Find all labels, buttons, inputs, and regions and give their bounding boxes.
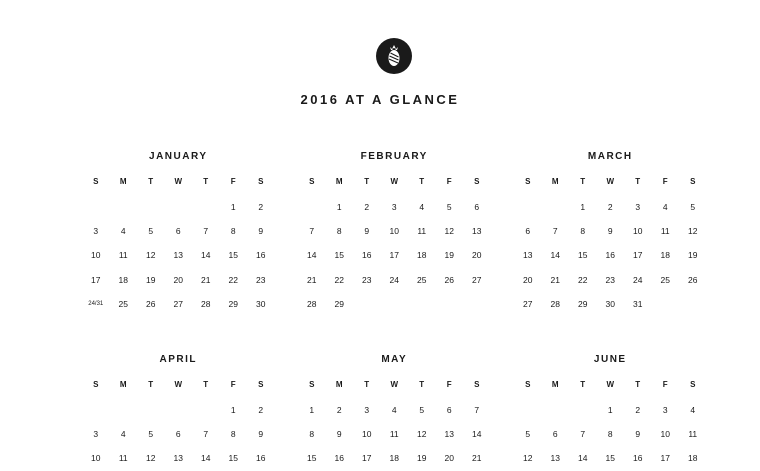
weekday-label: T xyxy=(419,380,425,389)
day-cell: 18 xyxy=(660,250,670,261)
weekday-label: W xyxy=(390,380,399,389)
day-cell: 25 xyxy=(660,274,670,285)
day-cell: 3 xyxy=(364,405,370,415)
day-cell: 5 xyxy=(148,226,154,237)
day-cell xyxy=(110,195,138,219)
day-cell: 10 xyxy=(91,250,101,261)
day-cell: 7 xyxy=(203,226,209,237)
day-cell: 14 xyxy=(307,250,317,261)
day-cell: 24 xyxy=(389,274,399,285)
day-cell: 7 xyxy=(203,429,209,440)
day-cell: 11 xyxy=(417,226,427,237)
weekday-label: S xyxy=(309,177,315,186)
day-cell: 17 xyxy=(91,274,101,285)
day-cell: 23 xyxy=(605,274,615,285)
day-cell: 12 xyxy=(146,250,156,261)
day-cell: 20 xyxy=(523,274,533,285)
day-cell xyxy=(137,398,165,422)
day-cell: 4 xyxy=(419,202,425,212)
day-cell: 1 xyxy=(336,202,342,212)
day-cell: 26 xyxy=(146,298,156,309)
day-cell: 2 xyxy=(336,405,342,415)
weekday-label: W xyxy=(390,177,399,186)
weekday-label: W xyxy=(606,177,615,186)
day-cell: 8 xyxy=(230,429,236,440)
weekday-label: T xyxy=(580,380,586,389)
day-cell: 13 xyxy=(550,453,560,464)
weekday-label: F xyxy=(446,380,452,389)
day-cell: 5 xyxy=(690,202,696,212)
day-cell: 18 xyxy=(389,453,399,464)
day-cell: 21 xyxy=(472,453,482,464)
day-cell: 19 xyxy=(417,453,427,464)
day-cell: 9 xyxy=(258,429,264,440)
day-cell: 30 xyxy=(605,298,615,309)
weekday-label: S xyxy=(474,380,480,389)
day-cell: 8 xyxy=(336,226,342,237)
page-title: 2016 AT A GLANCE xyxy=(300,92,460,107)
day-cell: 17 xyxy=(389,250,399,261)
day-cell: 14 xyxy=(578,453,588,464)
day-cell: 20 xyxy=(472,250,482,261)
day-cell: 25 xyxy=(118,298,128,309)
day-cell: 6 xyxy=(446,405,452,415)
weekday-label: T xyxy=(635,380,641,389)
day-cell: 5 xyxy=(419,405,425,415)
day-cell: 15 xyxy=(228,453,238,464)
weekday-label: M xyxy=(551,177,559,186)
day-cell: 8 xyxy=(230,226,236,237)
day-cell xyxy=(514,398,542,422)
day-cell xyxy=(569,398,597,422)
weekday-label: S xyxy=(525,177,531,186)
day-cell: 4 xyxy=(120,429,126,440)
month-name: JANUARY xyxy=(149,151,208,162)
day-cell: 5 xyxy=(446,202,452,212)
day-cell: 1 xyxy=(580,202,586,212)
day-cell: 28 xyxy=(201,298,211,309)
day-cell: 1 xyxy=(309,405,315,415)
day-cell: 7 xyxy=(552,226,558,237)
day-cell: 9 xyxy=(364,226,370,237)
weekday-label: S xyxy=(690,380,696,389)
day-cell: 9 xyxy=(258,226,264,237)
day-cell: 3 xyxy=(635,202,641,212)
day-cell: 1 xyxy=(230,202,236,212)
weekday-label: T xyxy=(419,177,425,186)
day-cell: 8 xyxy=(580,226,586,237)
weekday-label: F xyxy=(446,177,452,186)
days-grid xyxy=(82,195,282,316)
month-march xyxy=(514,148,714,316)
day-cell: 8 xyxy=(309,429,315,440)
day-cell: 2 xyxy=(635,405,641,415)
weekday-header-row xyxy=(82,379,282,391)
day-cell: 7 xyxy=(309,226,315,237)
day-cell: 11 xyxy=(688,429,698,440)
day-cell: 15 xyxy=(307,453,317,464)
day-cell: 3 xyxy=(93,429,99,440)
day-cell: 3 xyxy=(93,226,99,237)
day-cell: 27 xyxy=(472,274,482,285)
day-cell: 29 xyxy=(228,298,238,309)
day-cell: 12 xyxy=(417,429,427,440)
day-cell: 1 xyxy=(607,405,613,415)
day-cell: 18 xyxy=(118,274,128,285)
day-cell: 31 xyxy=(633,298,643,309)
day-cell: 12 xyxy=(444,226,454,237)
days-grid xyxy=(298,195,498,316)
day-cell: 16 xyxy=(334,453,344,464)
day-cell: 6 xyxy=(552,429,558,440)
day-cell: 4 xyxy=(690,405,696,415)
weekday-label: S xyxy=(474,177,480,186)
weekday-label: F xyxy=(230,177,236,186)
weekday-label: T xyxy=(148,380,154,389)
day-cell: 15 xyxy=(605,453,615,464)
day-cell: 22 xyxy=(334,274,344,285)
month-may xyxy=(298,351,498,471)
day-cell: 7 xyxy=(474,405,480,415)
day-cell: 20 xyxy=(444,453,454,464)
day-cell: 22 xyxy=(228,274,238,285)
day-cell: 16 xyxy=(633,453,643,464)
day-cell: 4 xyxy=(662,202,668,212)
day-cell: 6 xyxy=(175,226,181,237)
day-cell xyxy=(110,398,138,422)
day-cell: 10 xyxy=(362,429,372,440)
day-cell xyxy=(137,195,165,219)
day-cell: 16 xyxy=(605,250,615,261)
day-cell: 13 xyxy=(173,453,183,464)
day-cell: 23 xyxy=(256,274,266,285)
day-cell: 30 xyxy=(256,298,266,309)
day-cell: 20 xyxy=(173,274,183,285)
month-february xyxy=(298,148,498,316)
weekday-label: W xyxy=(606,380,615,389)
day-cell: 9 xyxy=(336,429,342,440)
day-cell: 27 xyxy=(523,298,533,309)
days-grid xyxy=(514,195,714,316)
weekday-label: S xyxy=(93,380,99,389)
day-cell: 13 xyxy=(173,250,183,261)
day-cell: 12 xyxy=(688,226,698,237)
day-cell: 17 xyxy=(660,453,670,464)
day-cell xyxy=(165,195,193,219)
day-cell: 24/31 xyxy=(88,300,104,307)
day-cell: 14 xyxy=(201,453,211,464)
day-cell: 25 xyxy=(417,274,427,285)
day-cell: 19 xyxy=(444,250,454,261)
weekday-label: S xyxy=(690,177,696,186)
day-cell: 11 xyxy=(389,429,399,440)
day-cell: 13 xyxy=(472,226,482,237)
weekday-label: F xyxy=(662,177,668,186)
weekday-header-row xyxy=(514,379,714,391)
day-cell: 23 xyxy=(362,274,372,285)
day-cell xyxy=(298,195,326,219)
weekday-label: M xyxy=(551,380,559,389)
weekday-header-row xyxy=(298,176,498,188)
day-cell: 14 xyxy=(550,250,560,261)
weekday-label: M xyxy=(335,177,343,186)
day-cell: 2 xyxy=(364,202,370,212)
weekday-label: T xyxy=(364,380,370,389)
day-cell xyxy=(192,195,220,219)
day-cell: 29 xyxy=(334,298,344,309)
day-cell: 19 xyxy=(146,274,156,285)
day-cell: 18 xyxy=(417,250,427,261)
month-january xyxy=(82,148,282,316)
day-cell xyxy=(192,398,220,422)
day-cell: 2 xyxy=(607,202,613,212)
day-cell: 8 xyxy=(607,429,613,440)
weekday-label: W xyxy=(174,380,183,389)
day-cell: 6 xyxy=(474,202,480,212)
day-cell: 17 xyxy=(362,453,372,464)
day-cell: 21 xyxy=(307,274,317,285)
day-cell xyxy=(82,398,110,422)
day-cell: 11 xyxy=(118,453,128,464)
day-cell: 14 xyxy=(472,429,482,440)
day-cell xyxy=(542,195,570,219)
day-cell: 4 xyxy=(120,226,126,237)
weekday-label: T xyxy=(580,177,586,186)
month-name: JUNE xyxy=(593,354,627,365)
day-cell: 10 xyxy=(389,226,399,237)
day-cell: 10 xyxy=(91,453,101,464)
day-cell: 7 xyxy=(580,429,586,440)
day-cell xyxy=(82,195,110,219)
pineapple-logo-icon xyxy=(376,38,412,74)
day-cell: 10 xyxy=(660,429,670,440)
day-cell: 15 xyxy=(578,250,588,261)
weekday-label: M xyxy=(335,380,343,389)
day-cell: 21 xyxy=(550,274,560,285)
day-cell: 18 xyxy=(688,453,698,464)
weekday-label: S xyxy=(258,380,264,389)
weekday-label: S xyxy=(93,177,99,186)
day-cell: 16 xyxy=(362,250,372,261)
weekday-label: T xyxy=(635,177,641,186)
day-cell: 6 xyxy=(175,429,181,440)
day-cell: 21 xyxy=(201,274,211,285)
month-name: MARCH xyxy=(587,151,633,162)
weekday-label: T xyxy=(203,177,209,186)
day-cell: 4 xyxy=(391,405,397,415)
day-cell: 2 xyxy=(258,405,264,415)
day-cell: 27 xyxy=(173,298,183,309)
day-cell: 5 xyxy=(525,429,531,440)
day-cell: 15 xyxy=(228,250,238,261)
day-cell: 17 xyxy=(633,250,643,261)
weekday-header-row xyxy=(514,176,714,188)
weekday-label: T xyxy=(364,177,370,186)
day-cell: 12 xyxy=(523,453,533,464)
day-cell: 6 xyxy=(525,226,531,237)
weekday-header-row xyxy=(82,176,282,188)
day-cell: 16 xyxy=(256,453,266,464)
month-june xyxy=(514,351,714,471)
day-cell: 22 xyxy=(578,274,588,285)
month-april xyxy=(82,351,282,471)
day-cell: 14 xyxy=(201,250,211,261)
day-cell: 28 xyxy=(307,298,317,309)
day-cell: 12 xyxy=(146,453,156,464)
day-cell: 24 xyxy=(633,274,643,285)
weekday-label: T xyxy=(148,177,154,186)
weekday-header-row xyxy=(298,379,498,391)
day-cell: 28 xyxy=(550,298,560,309)
day-cell: 13 xyxy=(444,429,454,440)
day-cell: 1 xyxy=(230,405,236,415)
weekday-label: S xyxy=(258,177,264,186)
day-cell: 16 xyxy=(256,250,266,261)
day-cell: 29 xyxy=(578,298,588,309)
day-cell: 3 xyxy=(391,202,397,212)
day-cell xyxy=(542,398,570,422)
day-cell: 5 xyxy=(148,429,154,440)
day-cell xyxy=(165,398,193,422)
day-cell: 13 xyxy=(523,250,533,261)
day-cell: 2 xyxy=(258,202,264,212)
day-cell: 9 xyxy=(635,429,641,440)
day-cell: 10 xyxy=(633,226,643,237)
weekday-label: S xyxy=(525,380,531,389)
day-cell xyxy=(514,195,542,219)
day-cell: 3 xyxy=(662,405,668,415)
weekday-label: M xyxy=(119,380,127,389)
day-cell: 26 xyxy=(688,274,698,285)
weekday-label: W xyxy=(174,177,183,186)
day-cell: 26 xyxy=(444,274,454,285)
day-cell: 11 xyxy=(660,226,670,237)
weekday-label: T xyxy=(203,380,209,389)
month-name: APRIL xyxy=(159,354,197,365)
day-cell: 15 xyxy=(334,250,344,261)
weekday-label: F xyxy=(230,380,236,389)
month-name: FEBRUARY xyxy=(360,151,428,162)
weekday-label: F xyxy=(662,380,668,389)
month-name: MAY xyxy=(381,354,408,365)
day-cell: 11 xyxy=(118,250,128,261)
day-cell: 19 xyxy=(688,250,698,261)
weekday-label: M xyxy=(119,177,127,186)
weekday-label: S xyxy=(309,380,315,389)
day-cell: 9 xyxy=(607,226,613,237)
